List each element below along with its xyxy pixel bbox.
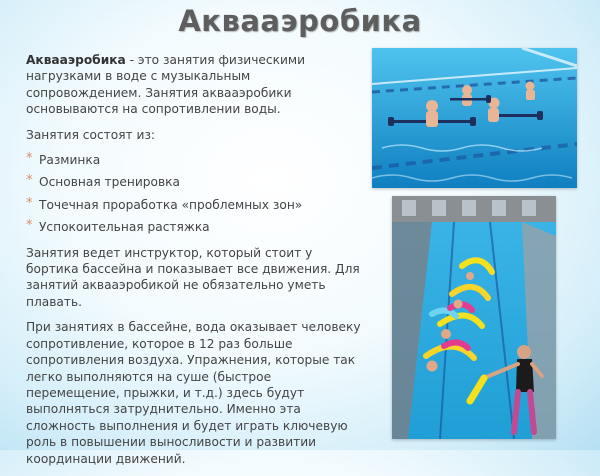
star-bullet-icon: * — [26, 151, 33, 167]
bullet-item — [26, 174, 368, 190]
bullet-text: Основная тренировка — [39, 175, 180, 190]
bullet-item — [26, 152, 368, 168]
text-column — [26, 52, 368, 476]
bullet-item — [26, 219, 368, 235]
pool-instructor-illustration — [392, 196, 556, 439]
star-bullet-icon: * — [26, 173, 33, 189]
bullet-text: Успокоительная растяжка — [39, 220, 210, 235]
pool-group-photo — [372, 48, 577, 188]
intro-term: Аквааэробика — [26, 53, 126, 67]
bullet-text: Точечная проработка «проблемных зон» — [39, 197, 303, 212]
pool-group-illustration — [372, 48, 577, 188]
bullet-list — [26, 152, 368, 236]
list-heading: Занятия состоят из: — [26, 127, 156, 142]
bullet-text: Разминка — [39, 153, 101, 168]
star-bullet-icon: * — [26, 195, 33, 211]
resistance-paragraph: При занятиях в бассейне, вода оказывает человеку сопротивление, которое в 12 раз больше сопротивления воздуха. Упражнения, которые так легко выполняются на суше (быстрое перемещение, прыжки, и т.д.) здесь будут выполняться затруднительно. Именно эта сложность выполнения и будет играть ключевую роль в повышении выносливости и развитии координации движений. — [26, 320, 361, 466]
star-bullet-icon: * — [26, 218, 33, 234]
slide-title: Аквааэробика — [178, 4, 422, 38]
instructor-paragraph: Занятия ведет инструктор, который стоит у бортика бассейна и показывает все движения. Для занятий аквааэробикой не обязательно уметь плавать. — [26, 245, 360, 309]
intro-paragraph — [26, 52, 368, 118]
intro-rest: - это занятия физическими нагрузками в воде с музыкальным сопровождением. Занятия аквааэробики основываются на сопротивлении воды. — [26, 53, 306, 117]
pool-instructor-photo — [392, 196, 556, 439]
bullet-item — [26, 197, 368, 213]
